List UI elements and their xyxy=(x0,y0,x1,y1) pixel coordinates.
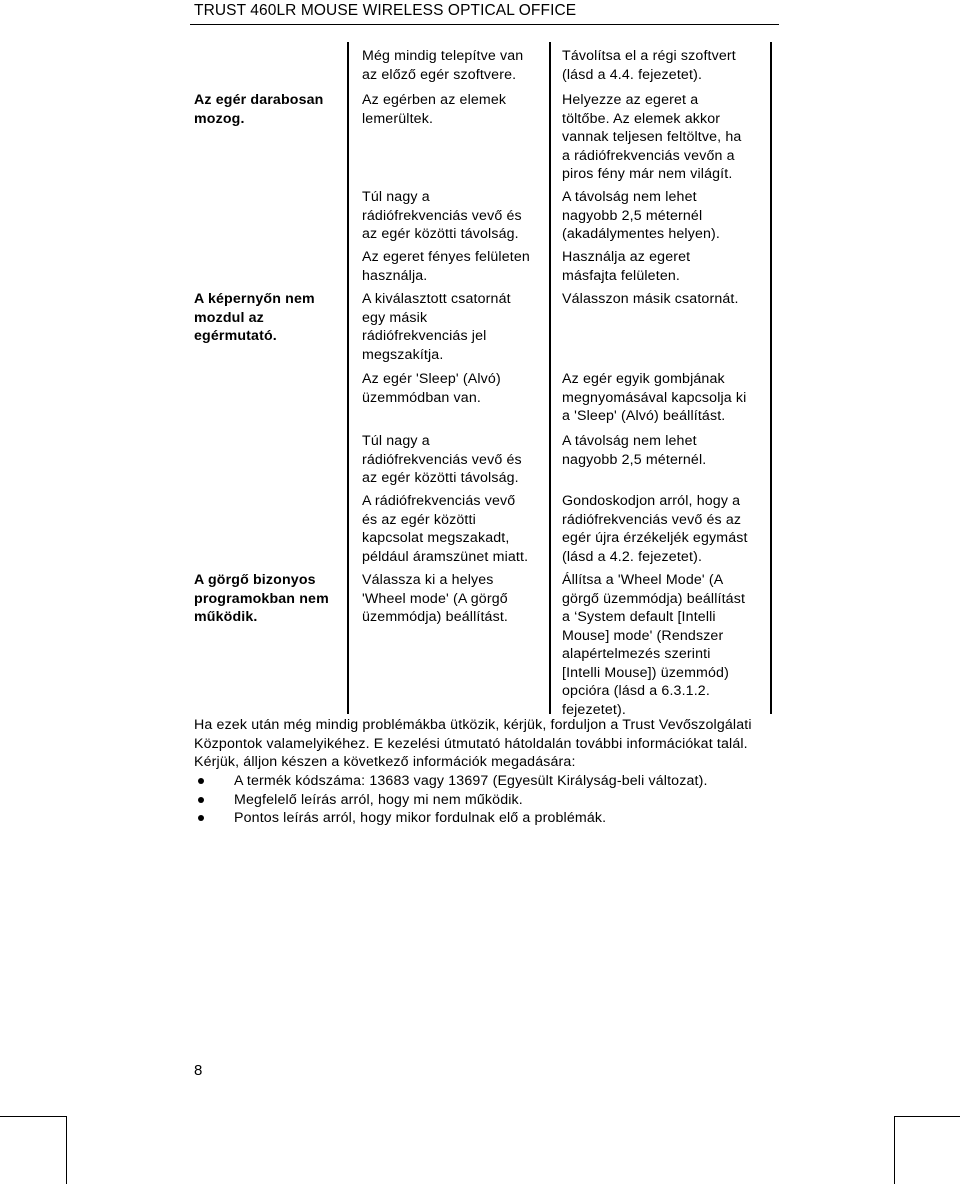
solution-cell: A távolság nem lehet nagyobb 2,5 méternél. xyxy=(562,433,707,468)
solution-cell: Az egér egyik gombjának megnyomásával kapcsolja ki a 'Sleep' (Alvó) beállítást. xyxy=(562,371,747,424)
list-item xyxy=(194,772,708,791)
bullet-icon xyxy=(198,778,204,784)
crop-mark-right-vertical xyxy=(894,1116,895,1184)
list-item-text: Pontos leírás arról, hogy mikor fordulnak elő a problémák. xyxy=(234,810,607,826)
problem-cell: A képernyőn nem mozdul az egérmutató. xyxy=(194,291,315,344)
solution-cell: Helyezze az egeret a töltőbe. Az elemek akkor vannak teljesen feltöltve, ha a rádiófrekvenciás vevőn a piros fény már nem világít. xyxy=(562,92,742,182)
crop-mark-right-horizontal xyxy=(894,1116,960,1117)
header-rule xyxy=(190,24,779,25)
solution-cell: Használja az egeret másfajta felületen. xyxy=(562,249,691,284)
header-title: TRUST 460LR MOUSE WIRELESS OPTICAL OFFICE xyxy=(194,2,577,19)
cause-cell: Túl nagy a rádiófrekvenciás vevő és az egér közötti távolság. xyxy=(362,433,522,486)
list-item-text: A termék kódszáma: 13683 vagy 13697 (Egyesült Királyság-beli változat). xyxy=(234,773,708,789)
problem-cell: A görgő bizonyos programokban nem működik. xyxy=(194,572,329,625)
support-paragraph: Ha ezek után még mindig problémákba ütközik, kérjük, forduljon a Trust Vevőszolgálati Központok valamelyikéhez. E kezelési útmutató hátoldalán további információkat talál. Kérjük, álljon készen a következő információk megadására: xyxy=(194,717,752,770)
bullet-icon xyxy=(198,797,204,803)
solution-cell: A távolság nem lehet nagyobb 2,5 méternél (akadálymentes helyen). xyxy=(562,189,721,242)
cause-cell: A rádiófrekvenciás vevő és az egér közötti kapcsolat megszakadt, például áramszünet miatt. xyxy=(362,493,529,565)
solution-cell: Válasszon másik csatornát. xyxy=(562,291,739,307)
cause-cell: Túl nagy a rádiófrekvenciás vevő és az egér közötti távolság. xyxy=(362,189,522,242)
cause-cell: A kiválasztott csatornát egy másik rádiófrekvenciás jel megszakítja. xyxy=(362,291,511,363)
bullet-icon xyxy=(198,815,204,821)
cause-cell: Az egér 'Sleep' (Alvó) üzemmódban van. xyxy=(362,371,501,406)
table-rule-left xyxy=(347,42,349,714)
problem-cell: Az egér darabosan mozog. xyxy=(194,92,324,127)
cause-cell: Az egérben az elemek lemerültek. xyxy=(362,92,507,127)
cause-cell: Válassza ki a helyes 'Wheel mode' (A görgő üzemmódja) beállítást. xyxy=(362,572,509,625)
solution-cell: Állítsa a 'Wheel Mode' (A görgő üzemmódja) beállítást a ‘System default [Intelli Mouse] mode' (Rendszer alapértelmezés szerinti [Intelli Mouse]) üzemmód) opcióra (lásd a 6.3.1.2. fejezetet). xyxy=(562,572,746,718)
info-list xyxy=(194,772,708,828)
solution-cell: Távolítsa el a régi szoftvert (lásd a 4.4. fejezetet). xyxy=(562,48,736,83)
cause-cell: Még mindig telepítve van az előző egér szoftvere. xyxy=(362,48,524,83)
cause-cell: Az egeret fényes felületen használja. xyxy=(362,249,530,284)
table-rule-middle xyxy=(549,42,551,714)
crop-mark-left-vertical xyxy=(66,1116,67,1184)
list-item xyxy=(194,791,708,810)
solution-cell: Gondoskodjon arról, hogy a rádiófrekvenciás vevő és az egér újra érzékeljék egymást (lásd a 4.2. fejezetet). xyxy=(562,493,748,565)
list-item-text: Megfelelő leírás arról, hogy mi nem működik. xyxy=(234,791,523,808)
crop-mark-left-horizontal xyxy=(0,1116,66,1117)
list-item xyxy=(194,809,708,828)
page-number: 8 xyxy=(194,1062,203,1079)
